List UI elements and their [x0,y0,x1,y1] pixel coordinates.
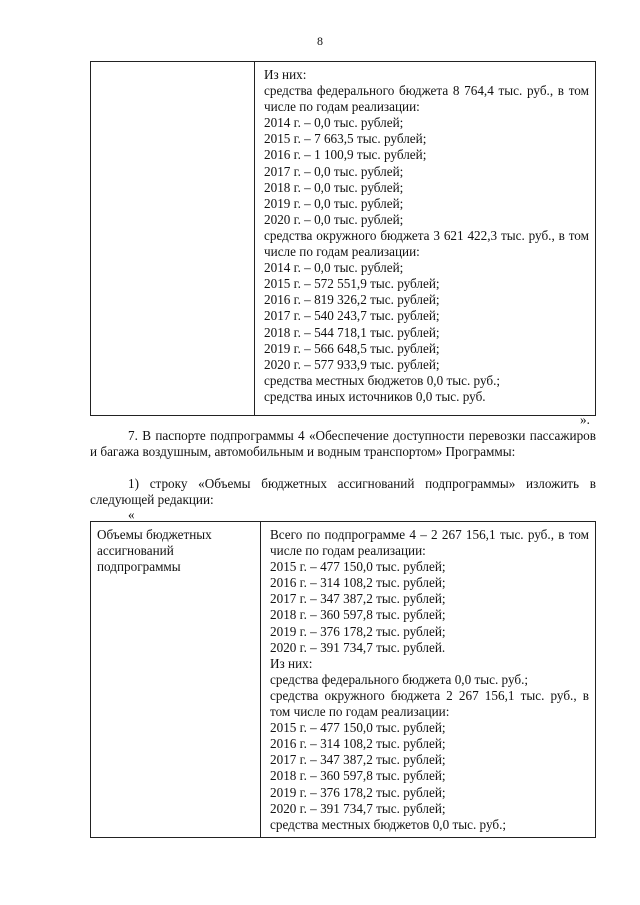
text-line: 2019 г. – 376 178,2 тыс. рублей; [270,623,446,639]
text-line: 2016 г. – 314 108,2 тыс. рублей; [270,736,446,752]
text-line: 2018 г. – 360 597,8 тыс. рублей; [270,607,446,623]
funding-details-cell [261,522,596,838]
budget-allocations-table [90,521,596,838]
text-line: 2019 г. – 376 178,2 тыс. рублей; [270,784,446,800]
text-line: 2016 г. – 1 100,9 тыс. рублей; [264,147,427,163]
paragraph-subitem-1: 1) строку «Объемы бюджетных ассигнований подпрограммы» изложить в следующей редакции: [90,476,596,508]
text-line: средства иных источников 0,0 тыс. руб. [264,388,486,404]
text-line: средства окружного бюджета 3 621 422,3 тыс. руб., в том числе по годам реализации: [264,227,589,260]
text-line: средства федерального бюджета 0,0 тыс. руб.; [270,671,529,687]
text-line: 2020 г. – 391 734,7 тыс. рублей; [270,800,446,816]
row-label-cell [91,522,261,838]
text-line: 2018 г. – 0,0 тыс. рублей; [264,179,404,195]
text-line: 2016 г. – 819 326,2 тыс. рублей; [264,292,440,308]
text-line: 2017 г. – 0,0 тыс. рублей; [264,163,404,179]
closing-quote: ». [580,412,590,427]
text-line: 2017 г. – 540 243,7 тыс. рублей; [264,308,440,324]
text-line: 2018 г. – 360 597,8 тыс. рублей; [270,768,446,784]
text-line: 2019 г. – 566 648,5 тыс. рублей; [264,340,440,356]
text-line: Из них: [264,67,307,82]
text-line: 2017 г. – 347 387,2 тыс. рублей; [270,752,446,768]
text-line: 2020 г. – 577 933,9 тыс. рублей; [264,356,440,372]
text-line: 2015 г. – 572 551,9 тыс. рублей; [264,276,440,292]
text-line: 2015 г. – 477 150,0 тыс. рублей; [270,720,446,736]
text-line: 2015 г. – 7 663,5 тыс. рублей; [264,131,427,147]
text-line: средства окружного бюджета 2 267 156,1 тыс. руб., в том числе по годам реализации: [270,687,589,720]
paragraph-item-7: 7. В паспорте подпрограммы 4 «Обеспечение доступности перевозки пассажиров и багажа воздушным, автомобильным и водным транспортом» Программы: [90,428,596,460]
text-line: 2020 г. – 0,0 тыс. рублей; [264,211,404,227]
text-line: 2020 г. – 391 734,7 тыс. рублей. [270,639,446,655]
text-line: 2014 г. – 0,0 тыс. рублей; [264,260,404,276]
text-line: Всего по подпрограмме 4 – 2 267 156,1 тыс. руб., в том числе по годам реализации: [270,527,589,559]
opening-quote: « [128,507,135,522]
text-line: средства местных бюджетов 0,0 тыс. руб.; [270,816,507,832]
text-line: Из них: [270,655,313,671]
text-line: средства местных бюджетов 0,0 тыс. руб.; [264,372,501,388]
text-line: 2016 г. – 314 108,2 тыс. рублей; [270,575,446,591]
text-line: 2018 г. – 544 718,1 тыс. рублей; [264,324,440,340]
text-line: 2019 г. – 0,0 тыс. рублей; [264,195,404,211]
funding-details-cell [255,62,596,416]
text-line: 2014 г. – 0,0 тыс. рублей; [264,115,404,131]
budget-table-continuation [90,61,596,416]
text-line: 2017 г. – 347 387,2 тыс. рублей; [270,591,446,607]
empty-label-cell [91,62,255,416]
text-line: 2015 г. – 477 150,0 тыс. рублей; [270,559,446,575]
row-label: Объемы бюджетных ассигнований подпрограммы [97,527,212,575]
text-line: средства федерального бюджета 8 764,4 тыс. руб., в том числе по годам реализации: [264,83,589,115]
page-number: 8 [317,34,323,48]
